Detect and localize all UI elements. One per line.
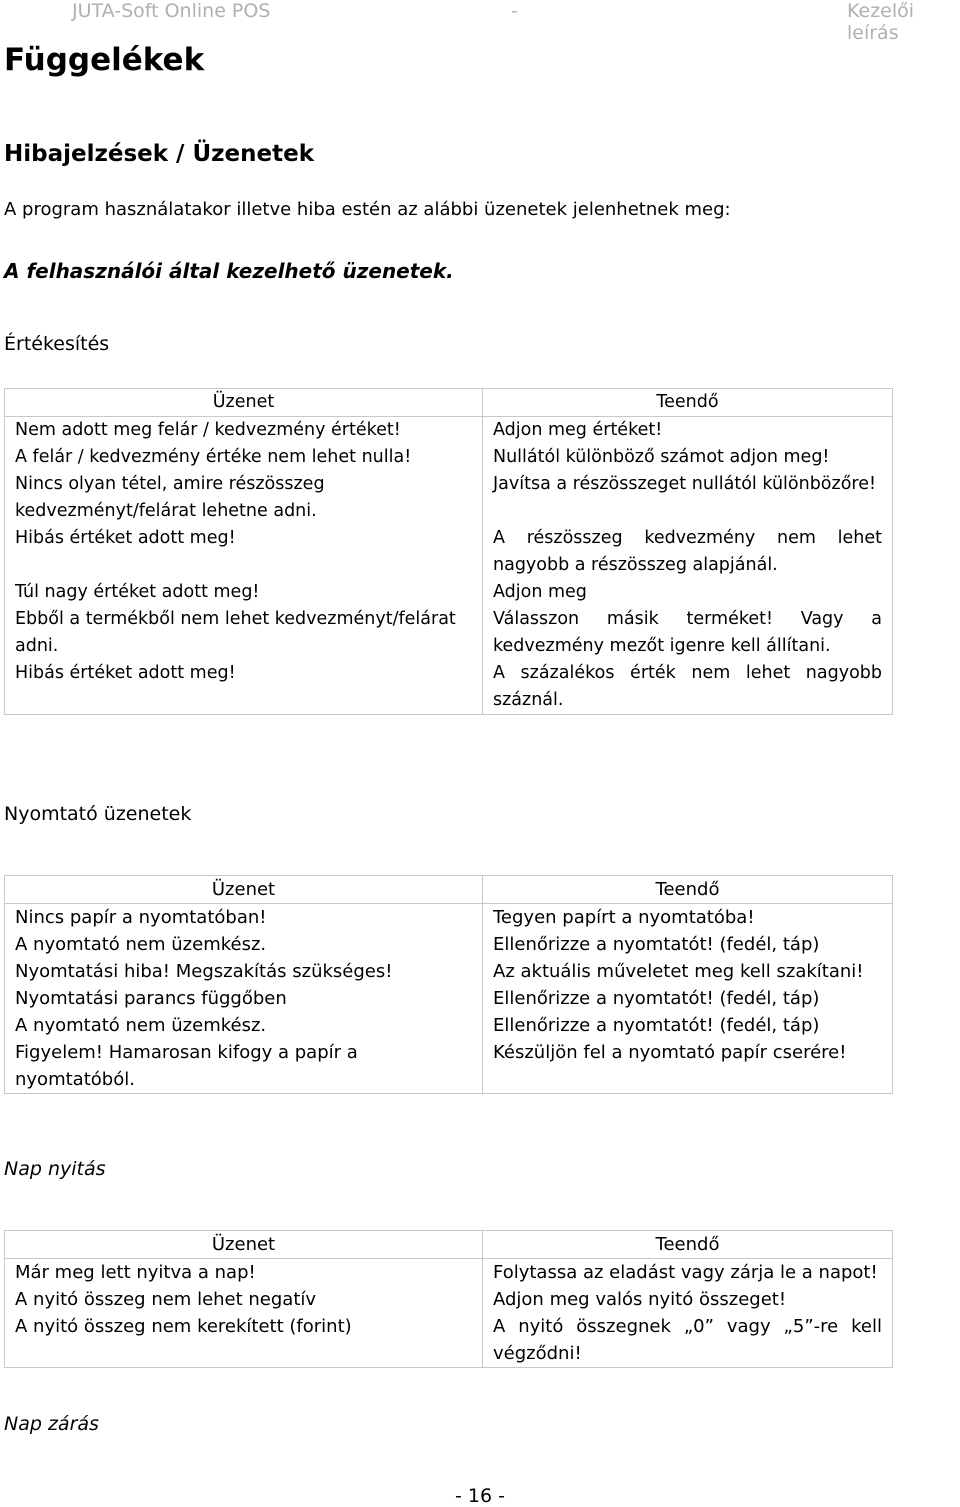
table-header-row (5, 1231, 893, 1259)
table-row (5, 958, 893, 985)
message-cell: Már meg lett nyitva a nap! (5, 1259, 483, 1287)
action-cell: Adjon meg értéket! (483, 417, 893, 445)
message-cell: A nyitó összeg nem kerekített (forint) (5, 1313, 483, 1368)
day-open-messages-table (4, 1230, 893, 1368)
action-cell: Tegyen papírt a nyomtatóba! (483, 904, 893, 932)
action-cell: A százalékos érték nem lehet nagyobb száznál. (483, 660, 893, 715)
action-cell: A nyitó összegnek „0” vagy „5”-re kell végződni! (483, 1313, 893, 1368)
message-cell: Hibás értéket adott meg! (5, 660, 483, 715)
action-cell: Válasszon másik terméket! Vagy a kedvezmény mezőt igenre kell állítani. (483, 606, 893, 660)
action-cell: Folytassa az eladást vagy zárja le a napot! (483, 1259, 893, 1287)
column-header-message: Üzenet (5, 876, 483, 904)
table-row (5, 1039, 893, 1094)
table-row (5, 931, 893, 958)
message-cell: Nyomtatási parancs függőben (5, 985, 483, 1012)
table-row (5, 417, 893, 445)
column-header-message: Üzenet (5, 1231, 483, 1259)
section-heading: Hibajelzések / Üzenetek (4, 141, 314, 167)
printer-messages-table (4, 875, 893, 1094)
section-title-sales: Értékesítés (4, 333, 110, 355)
header-product: JUTA-Soft Online POS (72, 0, 271, 22)
action-cell: Adjon meg valós nyitó összeget! (483, 1286, 893, 1313)
action-cell: Ellenőrizze a nyomtatót! (fedél, táp) (483, 1012, 893, 1039)
message-cell: Nincs papír a nyomtatóban! (5, 904, 483, 932)
page-number: - 16 - (455, 1485, 505, 1507)
message-cell: Túl nagy értéket adott meg! (5, 579, 483, 606)
action-cell: A részösszeg kedvezmény nem lehet nagyobb a részösszeg alapjánál. (483, 525, 893, 579)
sales-messages-table (4, 388, 893, 715)
column-header-action: Teendő (483, 1231, 893, 1259)
table-row (5, 1286, 893, 1313)
message-cell: A nyomtató nem üzemkész. (5, 1012, 483, 1039)
table-header-row (5, 389, 893, 417)
message-cell: Hibás értéket adott meg! (5, 525, 483, 579)
table-row (5, 471, 893, 525)
column-header-message: Üzenet (5, 389, 483, 417)
table-row (5, 904, 893, 932)
action-cell: Javítsa a részösszeget nullától különbözőre! (483, 471, 893, 525)
table-row (5, 1012, 893, 1039)
action-cell: Készüljön fel a nyomtató papír cserére! (483, 1039, 893, 1094)
table-row (5, 525, 893, 579)
section-title-day-open: Nap nyitás (4, 1158, 106, 1180)
section-title-printer: Nyomtató üzenetek (4, 803, 192, 825)
message-cell: Nyomtatási hiba! Megszakítás szükséges! (5, 958, 483, 985)
subsection-heading: A felhasználói által kezelhető üzenetek. (4, 259, 454, 283)
header-doc-title: Kezelői leírás (847, 0, 915, 44)
table-row (5, 985, 893, 1012)
table-row (5, 1313, 893, 1368)
page-title: Függelékek (4, 42, 205, 78)
running-header (0, 0, 960, 44)
table-row (5, 606, 893, 660)
column-header-action: Teendő (483, 876, 893, 904)
table-header-row (5, 876, 893, 904)
table-row (5, 660, 893, 715)
table-row (5, 579, 893, 606)
message-cell: A felár / kedvezmény értéke nem lehet nulla! (5, 444, 483, 471)
column-header-action: Teendő (483, 389, 893, 417)
action-cell: Az aktuális műveletet meg kell szakítani! (483, 958, 893, 985)
header-separator: - (511, 0, 518, 22)
action-cell: Ellenőrizze a nyomtatót! (fedél, táp) (483, 985, 893, 1012)
message-cell: Figyelem! Hamarosan kifogy a papír a nyomtatóból. (5, 1039, 483, 1094)
message-cell: A nyomtató nem üzemkész. (5, 931, 483, 958)
action-cell: Adjon meg (483, 579, 893, 606)
table-row (5, 444, 893, 471)
message-cell: Nem adott meg felár / kedvezmény értéket! (5, 417, 483, 445)
message-cell: Ebből a termékből nem lehet kedvezményt/felárat adni. (5, 606, 483, 660)
section-title-day-close: Nap zárás (4, 1413, 99, 1435)
table-row (5, 1259, 893, 1287)
message-cell: Nincs olyan tétel, amire részösszeg kedvezményt/felárat lehetne adni. (5, 471, 483, 525)
message-cell: A nyitó összeg nem lehet negatív (5, 1286, 483, 1313)
action-cell: Ellenőrizze a nyomtatót! (fedél, táp) (483, 931, 893, 958)
intro-paragraph: A program használatakor illetve hiba estén az alábbi üzenetek jelenhetnek meg: (4, 199, 731, 220)
action-cell: Nullától különböző számot adjon meg! (483, 444, 893, 471)
